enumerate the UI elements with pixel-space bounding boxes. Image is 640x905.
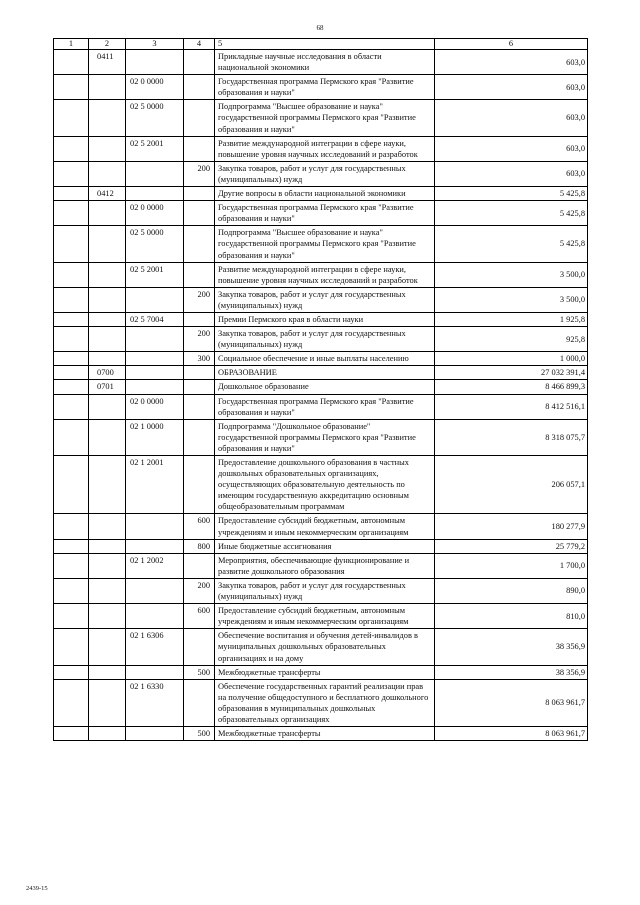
row-col-1 — [54, 578, 89, 603]
budget-table — [53, 38, 588, 741]
item-name: Подпрограмма "Дошкольное образование" государственной программы Пермского края "Развитие образования и науки" — [215, 419, 435, 455]
section-code — [89, 352, 126, 366]
amount: 8 063 961,7 — [435, 679, 588, 726]
target-article-code: 02 1 2002 — [126, 553, 184, 578]
amount: 3 500,0 — [435, 287, 588, 312]
amount: 38 356,9 — [435, 665, 588, 679]
header-row — [54, 39, 588, 50]
table-row — [54, 50, 588, 75]
target-article-code — [126, 352, 184, 366]
table-row — [54, 161, 588, 186]
table-row — [54, 201, 588, 226]
section-code — [89, 100, 126, 136]
row-col-1 — [54, 327, 89, 352]
row-col-1 — [54, 553, 89, 578]
section-code — [89, 727, 126, 741]
table-row — [54, 312, 588, 326]
section-code: 0411 — [89, 50, 126, 75]
section-code — [89, 539, 126, 553]
expense-type-code — [184, 100, 215, 136]
item-name: ОБРАЗОВАНИЕ — [215, 366, 435, 380]
section-code: 0412 — [89, 187, 126, 201]
row-col-1 — [54, 100, 89, 136]
item-name: Межбюджетные трансферты — [215, 727, 435, 741]
target-article-code: 02 0 0000 — [126, 394, 184, 419]
table-row — [54, 287, 588, 312]
target-article-code: 02 1 2001 — [126, 456, 184, 514]
table-row — [54, 679, 588, 726]
item-name: Премии Пермского края в области науки — [215, 312, 435, 326]
item-name: Обеспечение государственных гарантий реализации прав на получение общедоступного и бесплатного дошкольного образования в муниципальных дошкольных образовательных организациях — [215, 679, 435, 726]
table-row — [54, 629, 588, 665]
amount: 206 057,1 — [435, 456, 588, 514]
target-article-code — [126, 514, 184, 539]
item-name: Государственная программа Пермского края "Развитие образования и науки" — [215, 201, 435, 226]
amount: 603,0 — [435, 75, 588, 100]
amount: 8 412 516,1 — [435, 394, 588, 419]
table-row — [54, 419, 588, 455]
row-col-1 — [54, 352, 89, 366]
table-row — [54, 539, 588, 553]
row-col-1 — [54, 727, 89, 741]
section-code — [89, 578, 126, 603]
item-name: Закупка товаров, работ и услуг для государственных (муниципальных) нужд — [215, 578, 435, 603]
section-code: 0700 — [89, 366, 126, 380]
page-number: 68 — [316, 24, 324, 32]
expense-type-code — [184, 679, 215, 726]
row-col-1 — [54, 187, 89, 201]
item-name: Развитие международной интеграции в сфере науки, повышение уровня научных исследований и разработок — [215, 136, 435, 161]
section-code — [89, 312, 126, 326]
target-article-code — [126, 380, 184, 394]
expense-type-code — [184, 394, 215, 419]
section-code — [89, 161, 126, 186]
table-row — [54, 327, 588, 352]
target-article-code: 02 1 0000 — [126, 419, 184, 455]
expense-type-code: 200 — [184, 161, 215, 186]
expense-type-code: 600 — [184, 514, 215, 539]
section-code — [89, 327, 126, 352]
table-row — [54, 578, 588, 603]
section-code — [89, 456, 126, 514]
amount: 8 318 075,7 — [435, 419, 588, 455]
header-col-6: 6 — [435, 39, 588, 50]
table-row — [54, 262, 588, 287]
table-body — [54, 50, 588, 741]
target-article-code — [126, 578, 184, 603]
expense-type-code — [184, 456, 215, 514]
amount: 180 277,9 — [435, 514, 588, 539]
target-article-code — [126, 727, 184, 741]
target-article-code — [126, 327, 184, 352]
item-name: Подпрограмма "Высшее образование и наука" государственной программы Пермского края "Развитие образования и науки" — [215, 100, 435, 136]
amount: 1 925,8 — [435, 312, 588, 326]
amount: 810,0 — [435, 604, 588, 629]
expense-type-code: 500 — [184, 665, 215, 679]
target-article-code: 02 5 0000 — [126, 226, 184, 262]
target-article-code — [126, 187, 184, 201]
table-row — [54, 226, 588, 262]
expense-type-code: 300 — [184, 352, 215, 366]
amount: 5 425,8 — [435, 201, 588, 226]
row-col-1 — [54, 665, 89, 679]
section-code — [89, 604, 126, 629]
row-col-1 — [54, 201, 89, 226]
expense-type-code — [184, 75, 215, 100]
target-article-code — [126, 366, 184, 380]
expense-type-code: 200 — [184, 287, 215, 312]
row-col-1 — [54, 514, 89, 539]
item-name: Дошкольное образование — [215, 380, 435, 394]
document-code: 2439-15 — [26, 885, 48, 892]
section-code — [89, 553, 126, 578]
row-col-1 — [54, 366, 89, 380]
amount: 603,0 — [435, 100, 588, 136]
table-row — [54, 136, 588, 161]
section-code: 0701 — [89, 380, 126, 394]
expense-type-code — [184, 419, 215, 455]
section-code — [89, 287, 126, 312]
table-row — [54, 553, 588, 578]
target-article-code: 02 0 0000 — [126, 75, 184, 100]
expense-type-code: 200 — [184, 578, 215, 603]
header-col-4: 4 — [184, 39, 215, 50]
header-col-1: 1 — [54, 39, 89, 50]
table-row — [54, 100, 588, 136]
table-row — [54, 665, 588, 679]
amount: 27 032 391,4 — [435, 366, 588, 380]
expense-type-code — [184, 201, 215, 226]
item-name: Закупка товаров, работ и услуг для государственных (муниципальных) нужд — [215, 161, 435, 186]
section-code — [89, 262, 126, 287]
row-col-1 — [54, 161, 89, 186]
row-col-1 — [54, 394, 89, 419]
target-article-code — [126, 50, 184, 75]
expense-type-code: 500 — [184, 727, 215, 741]
item-name: Обеспечение воспитания и обучения детей-инвалидов в муниципальных дошкольных образовательных организациях и на дому — [215, 629, 435, 665]
item-name: Социальное обеспечение и иные выплаты населению — [215, 352, 435, 366]
amount: 603,0 — [435, 161, 588, 186]
amount: 3 500,0 — [435, 262, 588, 287]
item-name: Предоставление дошкольного образования в частных дошкольных образовательных организациях, осуществляющих образовательную деятельность по имеющим государственную аккредитацию основным общеобразовательным программам — [215, 456, 435, 514]
target-article-code: 02 1 6330 — [126, 679, 184, 726]
table-row — [54, 456, 588, 514]
expense-type-code — [184, 366, 215, 380]
row-col-1 — [54, 539, 89, 553]
table-row — [54, 366, 588, 380]
target-article-code — [126, 604, 184, 629]
table-row — [54, 75, 588, 100]
item-name: Государственная программа Пермского края "Развитие образования и науки" — [215, 75, 435, 100]
expense-type-code — [184, 187, 215, 201]
amount: 925,8 — [435, 327, 588, 352]
target-article-code: 02 5 7004 — [126, 312, 184, 326]
table-row — [54, 352, 588, 366]
section-code — [89, 514, 126, 539]
item-name: Развитие международной интеграции в сфере науки, повышение уровня научных исследований и разработок — [215, 262, 435, 287]
section-code — [89, 665, 126, 679]
header-col-2: 2 — [89, 39, 126, 50]
amount: 603,0 — [435, 136, 588, 161]
section-code — [89, 226, 126, 262]
expense-type-code — [184, 553, 215, 578]
row-col-1 — [54, 629, 89, 665]
table-row — [54, 380, 588, 394]
table-row — [54, 514, 588, 539]
row-col-1 — [54, 312, 89, 326]
section-code — [89, 629, 126, 665]
expense-type-code — [184, 50, 215, 75]
expense-type-code: 600 — [184, 604, 215, 629]
target-article-code — [126, 665, 184, 679]
table-row — [54, 727, 588, 741]
row-col-1 — [54, 456, 89, 514]
row-col-1 — [54, 380, 89, 394]
item-name: Межбюджетные трансферты — [215, 665, 435, 679]
amount: 25 779,2 — [435, 539, 588, 553]
item-name: Закупка товаров, работ и услуг для государственных (муниципальных) нужд — [215, 327, 435, 352]
target-article-code: 02 5 2001 — [126, 262, 184, 287]
section-code — [89, 136, 126, 161]
amount: 8 063 961,7 — [435, 727, 588, 741]
item-name: Государственная программа Пермского края "Развитие образования и науки" — [215, 394, 435, 419]
row-col-1 — [54, 226, 89, 262]
section-code — [89, 679, 126, 726]
amount: 890,0 — [435, 578, 588, 603]
row-col-1 — [54, 287, 89, 312]
table-row — [54, 187, 588, 201]
item-name: Предоставление субсидий бюджетным, автономным учреждениям и иным некоммерческим организациям — [215, 514, 435, 539]
row-col-1 — [54, 136, 89, 161]
amount: 5 425,8 — [435, 226, 588, 262]
section-code — [89, 75, 126, 100]
target-article-code — [126, 287, 184, 312]
row-col-1 — [54, 262, 89, 287]
expense-type-code — [184, 262, 215, 287]
target-article-code — [126, 539, 184, 553]
item-name: Мероприятия, обеспечивающие функционирование и развитие дошкольного образования — [215, 553, 435, 578]
item-name: Предоставление субсидий бюджетным, автономным учреждениям и иным некоммерческим организациям — [215, 604, 435, 629]
item-name: Иные бюджетные ассигнования — [215, 539, 435, 553]
section-code — [89, 201, 126, 226]
expense-type-code — [184, 629, 215, 665]
expense-type-code — [184, 226, 215, 262]
amount: 5 425,8 — [435, 187, 588, 201]
item-name: Другие вопросы в области национальной экономики — [215, 187, 435, 201]
section-code — [89, 419, 126, 455]
target-article-code: 02 5 0000 — [126, 100, 184, 136]
item-name: Закупка товаров, работ и услуг для государственных (муниципальных) нужд — [215, 287, 435, 312]
row-col-1 — [54, 50, 89, 75]
header-col-5: 5 — [215, 39, 435, 50]
table-row — [54, 604, 588, 629]
section-code — [89, 394, 126, 419]
amount: 1 000,0 — [435, 352, 588, 366]
header-col-3: 3 — [126, 39, 184, 50]
target-article-code: 02 0 0000 — [126, 201, 184, 226]
expense-type-code: 800 — [184, 539, 215, 553]
row-col-1 — [54, 419, 89, 455]
amount: 603,0 — [435, 50, 588, 75]
target-article-code: 02 1 6306 — [126, 629, 184, 665]
item-name: Подпрограмма "Высшее образование и наука" государственной программы Пермского края "Развитие образования и науки" — [215, 226, 435, 262]
target-article-code — [126, 161, 184, 186]
amount: 38 356,9 — [435, 629, 588, 665]
table-row — [54, 394, 588, 419]
row-col-1 — [54, 75, 89, 100]
amount: 1 700,0 — [435, 553, 588, 578]
row-col-1 — [54, 604, 89, 629]
expense-type-code — [184, 312, 215, 326]
expense-type-code — [184, 380, 215, 394]
expense-type-code: 200 — [184, 327, 215, 352]
amount: 8 466 899,3 — [435, 380, 588, 394]
target-article-code: 02 5 2001 — [126, 136, 184, 161]
expense-type-code — [184, 136, 215, 161]
item-name: Прикладные научные исследования в области национальной экономики — [215, 50, 435, 75]
row-col-1 — [54, 679, 89, 726]
